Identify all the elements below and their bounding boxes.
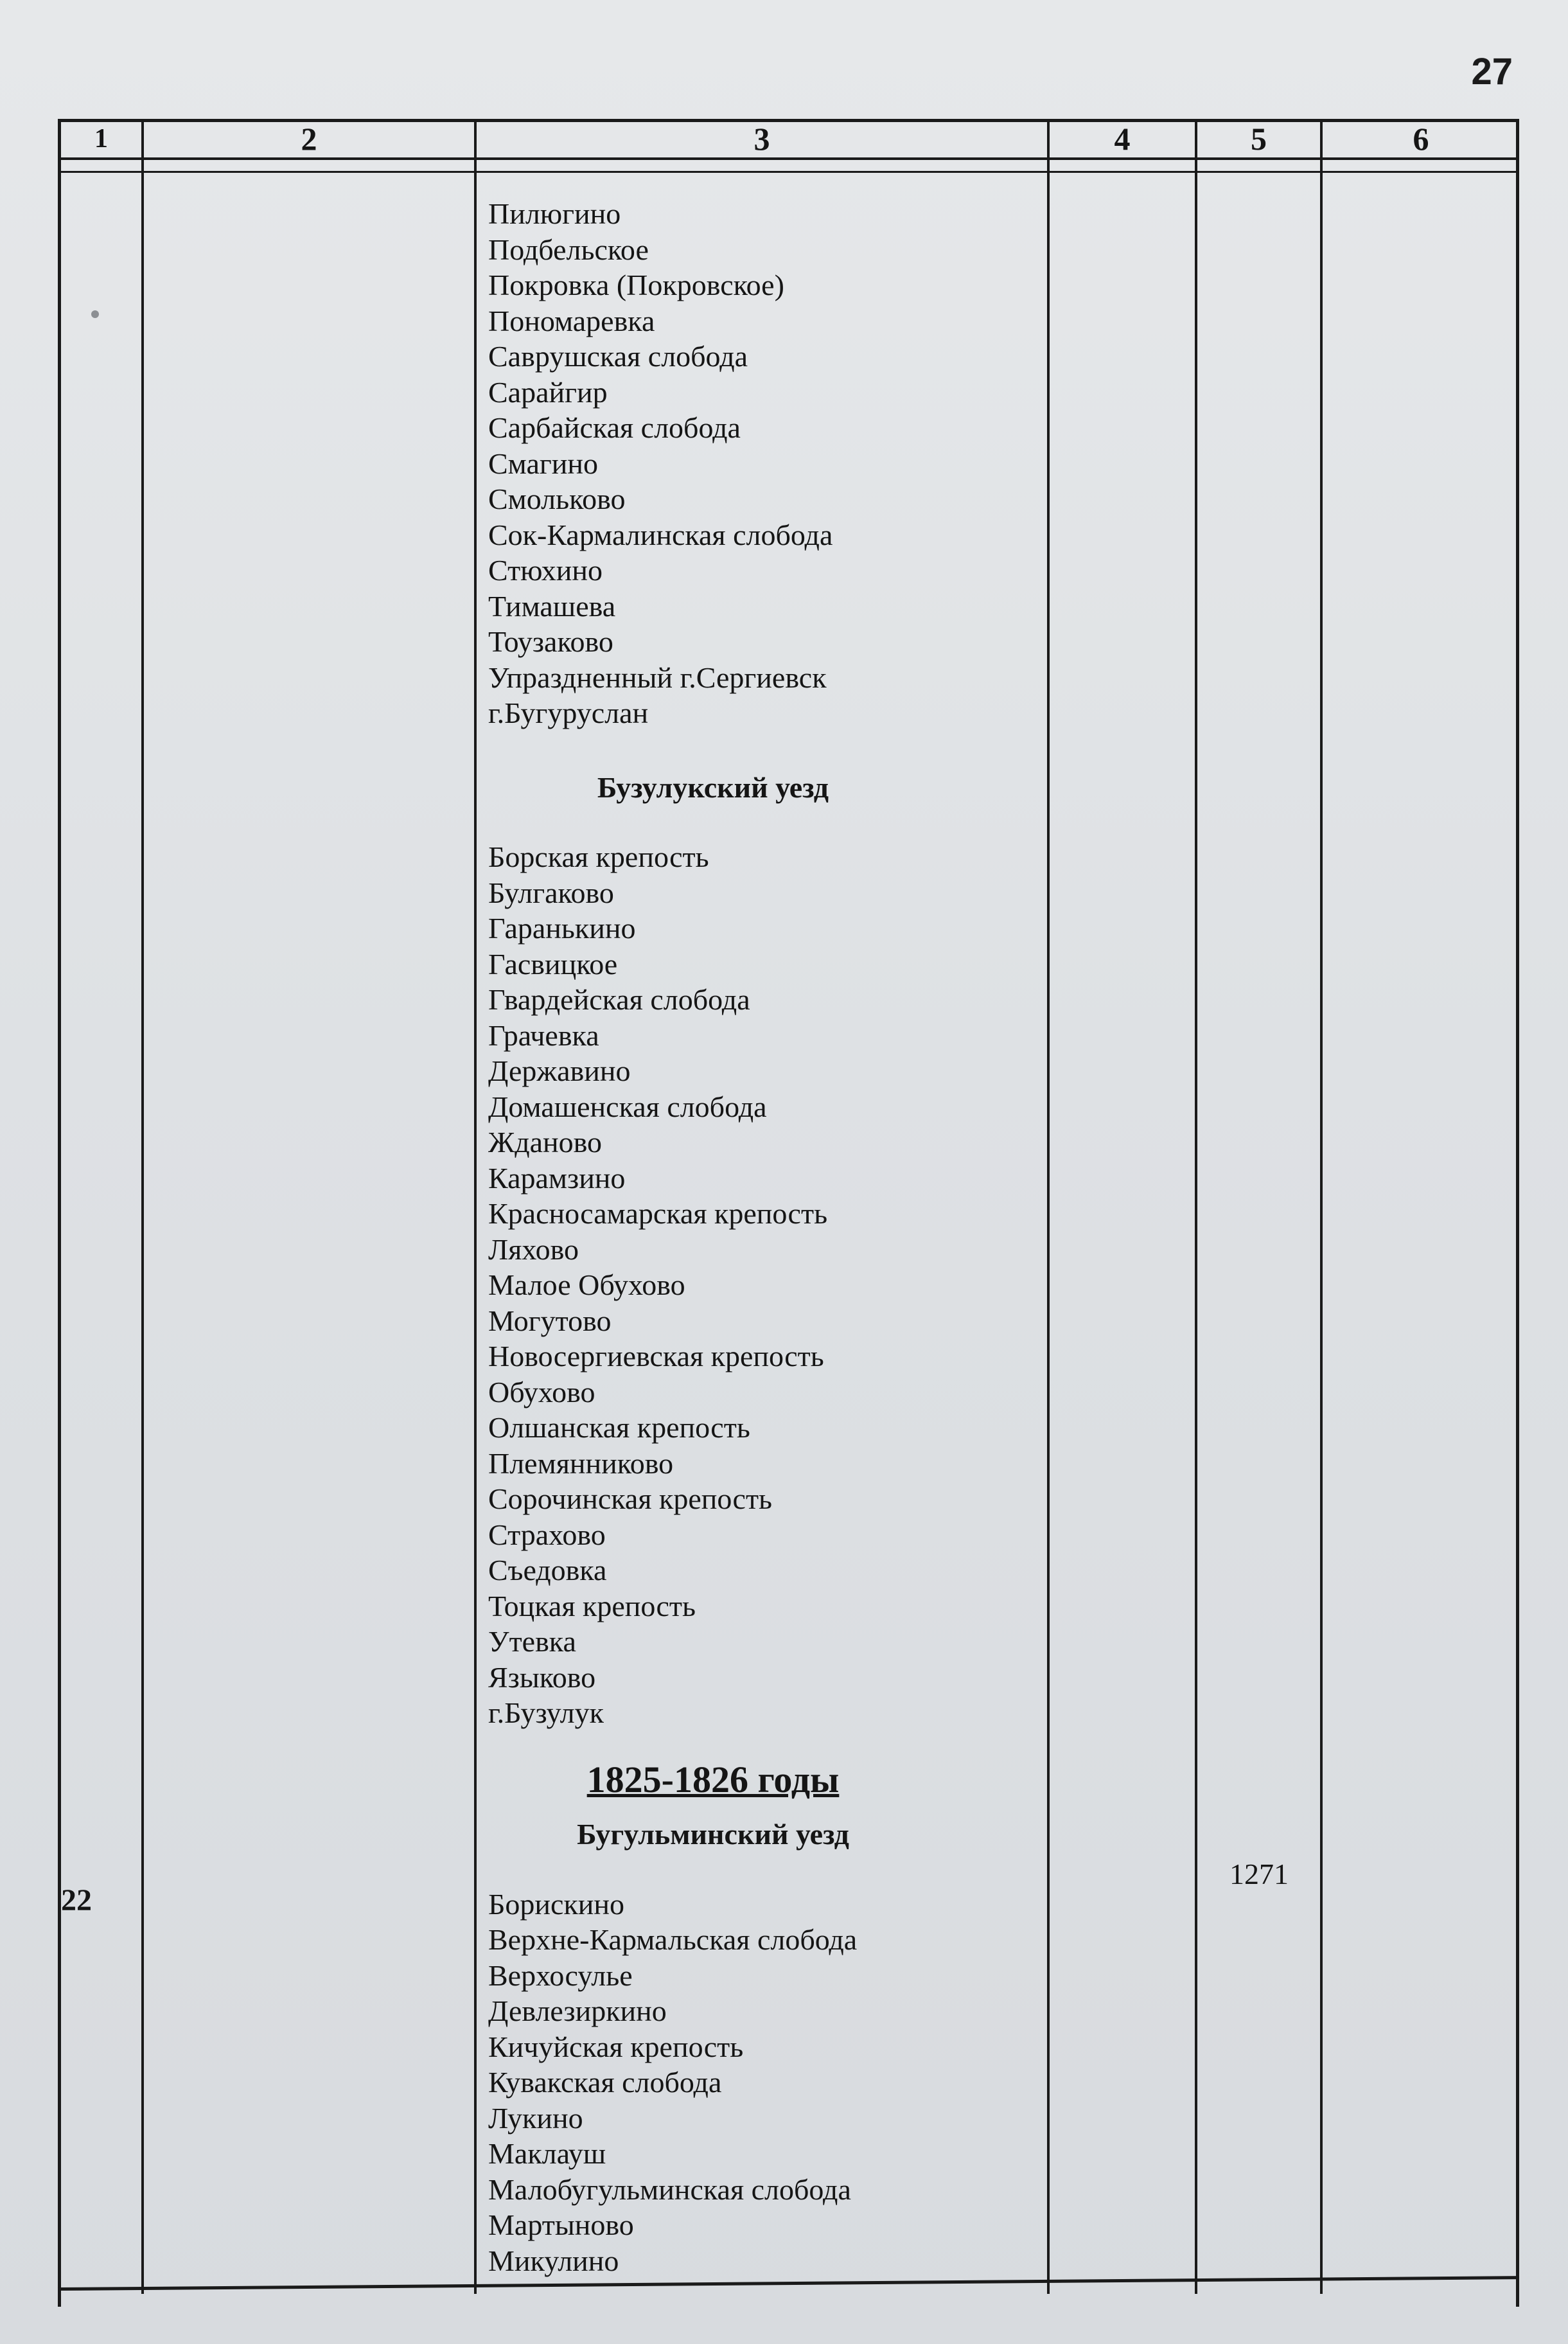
district-title-bugulma: Бугульминский уезд — [577, 1818, 849, 1851]
column-header-2: 2 — [301, 121, 317, 157]
column-header-4: 4 — [1114, 121, 1131, 157]
column-divider-3 — [1047, 119, 1050, 2294]
settlement-entry: Олшанская крепость — [488, 1411, 750, 1444]
settlement-list-2 — [488, 839, 1028, 1731]
settlement-entry: Покровка (Покровское) — [488, 269, 784, 301]
settlement-entry: Маклауш — [488, 2137, 606, 2170]
settlement-entry: Смольково — [488, 483, 626, 515]
settlement-entry: Обухово — [488, 1375, 595, 1408]
column5-value: 1271 — [1229, 1858, 1289, 1890]
settlement-entry: г.Бузулук — [488, 1696, 604, 1729]
settlement-entry: Мартыново — [488, 2208, 634, 2241]
settlement-entry: Сорочинская крепость — [488, 1482, 773, 1515]
settlement-entry: Гасвицкое — [488, 947, 618, 981]
settlement-entry: Пономаревка — [488, 304, 655, 337]
settlement-entry: Тимашева — [488, 589, 616, 623]
settlement-entry: Жданово — [488, 1126, 603, 1159]
settlement-entry: Саврушская слобода — [488, 340, 748, 373]
settlement-entry: Карамзино — [488, 1161, 626, 1194]
settlement-entry: Кувакская слобода — [488, 2066, 722, 2099]
paper-spot — [91, 310, 99, 318]
settlement-entry: Лукино — [488, 2101, 583, 2135]
settlement-entry: Микулино — [488, 2244, 619, 2277]
header-divider-lower — [58, 171, 1519, 173]
settlement-list-3 — [488, 1887, 1028, 2279]
column-header-3: 3 — [753, 121, 770, 157]
column-header-1: 1 — [94, 124, 108, 154]
settlement-entry: Державино — [488, 1054, 631, 1087]
column-header-5: 5 — [1251, 121, 1267, 157]
column-divider-2 — [474, 119, 477, 2294]
settlement-entry: Кичуйская крепость — [488, 2030, 744, 2063]
settlement-entry: г.Бугуруслан — [488, 697, 649, 729]
settlement-entry: Могутово — [488, 1304, 612, 1337]
settlement-entry: Булгаково — [488, 876, 614, 909]
settlement-entry: Утевка — [488, 1625, 576, 1658]
settlement-entry: Гвардейская слобода — [488, 983, 750, 1016]
settlement-entry: Сарайгир — [488, 375, 608, 409]
settlement-entry: Сок-Кармалинская слобода — [488, 518, 833, 551]
district-title-buzuluk: Бузулукский уезд — [597, 770, 829, 804]
column-header-6: 6 — [1413, 121, 1429, 157]
page-number: 27 — [1471, 51, 1513, 93]
settlement-entry: Верхосулье — [488, 1958, 633, 1992]
settlement-entry: Новосергиевская крепость — [488, 1340, 824, 1372]
column-divider-4 — [1195, 119, 1197, 2294]
settlement-entry: Подбельское — [488, 233, 649, 266]
settlement-entry: Сарбайская слобода — [488, 411, 741, 444]
settlement-entry: Ляхово — [488, 1232, 579, 1266]
settlement-list-column — [488, 196, 1028, 2278]
years-heading: 1825-1826 годы — [586, 1758, 840, 1800]
settlement-entry: Домашенская слобода — [488, 1090, 767, 1123]
header-divider — [58, 157, 1519, 160]
settlement-entry: Пилюгино — [488, 197, 621, 230]
settlement-list-1 — [488, 196, 1028, 731]
settlement-entry: Смагино — [488, 447, 598, 480]
settlement-entry: Красносамарская крепость — [488, 1197, 828, 1230]
settlement-entry: Стюхино — [488, 554, 603, 587]
settlement-entry: Малое Обухово — [488, 1268, 685, 1301]
settlement-entry: Страхово — [488, 1518, 606, 1551]
settlement-entry: Малобугульминская слобода — [488, 2172, 851, 2206]
settlement-entry: Тоузаково — [488, 625, 613, 658]
column-divider-1 — [141, 119, 144, 2294]
settlement-entry: Борская крепость — [488, 840, 709, 873]
settlement-entry: Гаранькино — [488, 912, 636, 945]
settlement-entry: Языково — [488, 1660, 596, 1694]
settlement-entry: Борискино — [488, 1887, 625, 1921]
row-number: 22 — [61, 1883, 92, 1917]
settlement-entry: Девлезиркино — [488, 1994, 667, 2027]
settlement-entry: Верхне-Кармальская слобода — [488, 1923, 858, 1956]
settlement-entry: Племянниково — [488, 1446, 674, 1480]
settlement-entry: Съедовка — [488, 1554, 607, 1586]
settlement-entry: Тоцкая крепость — [488, 1589, 696, 1622]
column-divider-5 — [1320, 119, 1323, 2294]
settlement-entry: Упраздненный г.Сергиевск — [488, 661, 827, 694]
settlement-entry: Грачевка — [488, 1018, 599, 1052]
